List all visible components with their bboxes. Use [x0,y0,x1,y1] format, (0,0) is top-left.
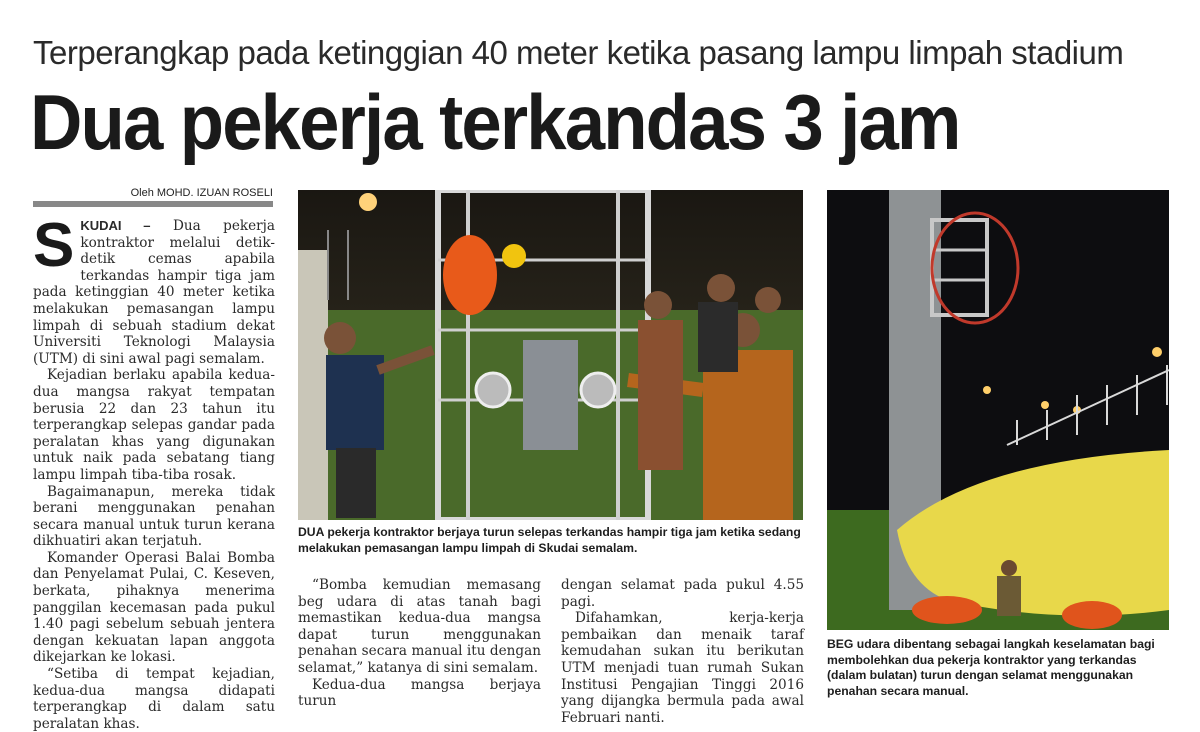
photo-airbag-pole [827,190,1169,630]
paragraph-4: Komander Operasi Balai Bomba dan Penyelamat Pulai, C. Keseven, berkata, pihaknya menerima panggilan kecemasan pada pukul 1.40 pagi sebelum sebuah jentera dengan kekuatan lapan anggota dikejarkan ke lokasi. [33,549,275,666]
photo-workers-rig-caption: DUA pekerja kontraktor berjaya turun selepas terkandas hampir tiga jam ketika sedang melakukan pemasangan lampu limpah di Skudai semalam. [298,525,801,555]
paragraph-3: Bagaimanapun, mereka tidak berani menggunakan penahan secara manual untuk turun kerana dikhuatiri akan terjatuh. [33,483,275,550]
paragraph-1 [33,211,275,367]
paragraph-1-text: Dua pekerja kontraktor melalui detik-detik cemas apabila terkandas hampir tiga jam pada ketinggian 40 meter ketika melakukan pemasangan lampu limpah di sebuah stadium dekat Universiti Teknologi Malaysia (UTM) di sini awal pagi semalam. [33,218,275,367]
paragraph-5: “Setiba di tempat kejadian, kedua-dua mangsa didapati terperangkap di dalam satu peralatan khas. [33,666,275,732]
photo-airbag-pole-caption: BEG udara dibentang sebagai langkah keselamatan bagi membolehkan dua pekerja kontraktor yang terkandas (dalam bulatan) turun dengan selamat menggunakan penahan secara manual. [827,637,1155,698]
headline: Dua pekerja terkandas 3 jam [30,78,960,166]
paragraph-8: Difahamkan, kerja-kerja pembaikan dan menaik taraf kemudahan sukan itu berikutan UTM menjadi tuan rumah Sukan Institusi Pengajian Tinggi 2016 yang dijangka bermula pada awal Februari nanti. [561,610,804,726]
article-column-3 [561,577,804,726]
article-column-1 [33,211,275,732]
photo-workers-rig [298,190,803,520]
dropcap: S [33,211,75,280]
photo-airbag-pole-image [827,190,1169,630]
byline: Oleh MOHD. IZUAN ROSELI [33,187,273,199]
paragraph-7: Kedua-dua mangsa berjaya turun [298,676,541,710]
article-column-2 [298,577,541,710]
paragraph-6: “Bomba kemudian memasang beg udara di atas tanah bagi memastikan kedua-dua mangsa dapat turun menggunakan penahan secara manual itu dengan selamat,” katanya di sini semalam. [298,577,541,676]
kicker-subheadline: Terperangkap pada ketinggian 40 meter ketika pasang lampu limpah stadium [33,34,1124,71]
byline-bar [33,201,273,207]
paragraph-7-continued: dengan selamat pada pukul 4.55 pagi. [561,577,804,610]
photo-workers-rig-image [298,190,803,520]
paragraph-2: Kejadian berlaku apabila kedua-dua mangsa rakyat tempatan berusia 22 dan 23 tahun itu terperangkap selepas gandar pada peralatan khas yang digunakan untuk naik pada sebatang tiang lampu limpah tiba-tiba rosak. [33,367,275,483]
dateline: KUDAI – [80,218,151,233]
